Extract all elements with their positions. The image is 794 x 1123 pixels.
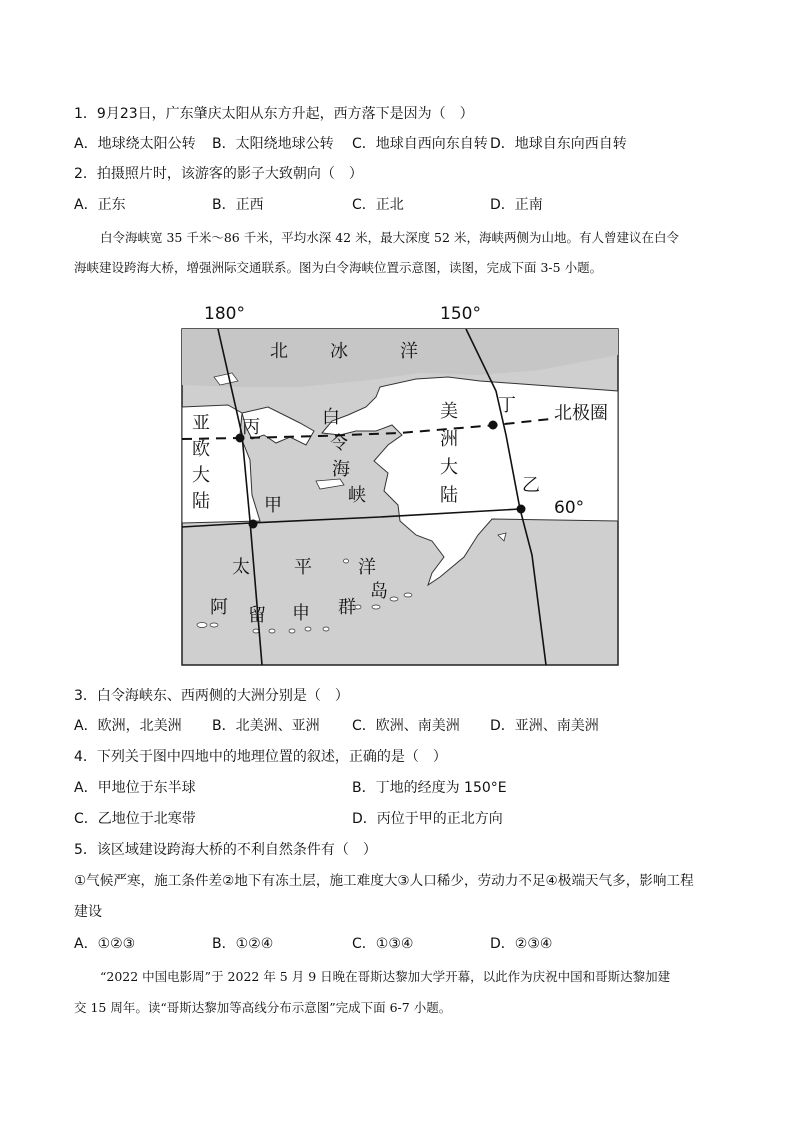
q5-option-b: B．①②④ [212, 936, 274, 952]
label-point-jia: 甲 [264, 495, 282, 516]
q5-option-a: A．①②③ [74, 936, 136, 952]
q4-option-b: B．丁地的经度为 150°E [352, 780, 507, 796]
question-1-stem: 1．9月23日，广东肇庆太阳从东方升起，西方落下是因为（ ） [74, 106, 474, 122]
q2-option-a: A．正东 [74, 197, 126, 213]
label-point-bing: 丙 [242, 417, 260, 438]
label-liu: 留 [248, 605, 266, 626]
label-ice: 冰 [330, 341, 348, 362]
label-hai: 海 [332, 459, 350, 480]
question-4-stem: 4．下列关于图中四地中的地理位置的叙述，正确的是（ ） [74, 749, 447, 765]
q5-option-c: C．①③④ [352, 936, 414, 952]
label-a: 阿 [210, 597, 228, 618]
q1-option-c: C．地球自西向东自转 [352, 136, 488, 152]
point-jia-dot [249, 520, 258, 529]
q4-option-a: A．甲地位于东半球 [74, 780, 196, 796]
label-arctic-circle: 北极圈 [554, 403, 608, 424]
point-yi-dot [517, 505, 526, 514]
label-bai: 白 [322, 407, 340, 428]
passage-1-line-1: 白令海峡宽 35 千米～86 千米，平均水深 42 米，最大深度 52 米，海峡两侧为山地。有人曾建议在白令 [100, 230, 679, 245]
label-ou: 欧 [192, 439, 210, 460]
label-dao: 岛 [370, 581, 388, 602]
label-da: 大 [440, 457, 458, 478]
q2-option-b: B．正西 [212, 197, 264, 213]
q5-conditions-line-1: ①气候严寒，施工条件差②地下有冻土层，施工难度大③人口稀少，劳动力不足④极端天气多，影响工程 [74, 873, 694, 889]
label-yang: 洋 [358, 557, 376, 578]
label-asia-lu: 陆 [192, 491, 210, 512]
q3-option-b: B．北美洲、亚洲 [212, 718, 320, 734]
question-3-stem: 3．白令海峡东、西两侧的大洲分别是（ ） [74, 688, 349, 704]
label-asia-da: 大 [192, 465, 210, 486]
label-zhou: 洲 [440, 429, 458, 450]
label-north: 北 [270, 341, 288, 362]
q1-option-d: D．地球自东向西自转 [490, 136, 627, 152]
label-mei: 美 [440, 401, 458, 422]
q2-option-d: D．正南 [490, 197, 543, 213]
label-tai: 太 [232, 557, 250, 578]
label-ya: 亚 [192, 413, 210, 434]
q1-option-a: A．地球绕太阳公转 [74, 136, 196, 152]
bering-strait-map [180, 295, 620, 667]
label-180: 180° [204, 304, 245, 324]
passage-2-line-1: “2022 中国电影周”于 2022 年 5 月 9 日晚在哥斯达黎加大学开幕，以此作为庆祝中国和哥斯达黎加建 [100, 969, 671, 984]
q3-option-c: C．欧洲、南美洲 [352, 718, 460, 734]
q2-option-c: C．正北 [352, 197, 404, 213]
q3-option-d: D．亚洲、南美洲 [490, 718, 599, 734]
label-point-yi: 乙 [522, 475, 540, 496]
question-5-stem: 5．该区域建设跨海大桥的不利自然条件有（ ） [74, 842, 377, 858]
label-xia: 峡 [348, 485, 366, 506]
q1-option-b: B．太阳绕地球公转 [212, 136, 334, 152]
q3-option-a: A．欧洲，北美洲 [74, 718, 182, 734]
q5-conditions-line-2: 建设 [74, 904, 102, 920]
question-2-stem: 2．拍摄照片时，该游客的影子大致朝向（ ） [74, 166, 363, 182]
point-ding-dot [489, 421, 498, 430]
label-ocean: 洋 [400, 341, 418, 362]
passage-2-line-2: 交 15 周年。读“哥斯达黎加等高线分布示意图”完成下面 6-7 小题。 [74, 1000, 452, 1015]
label-ping: 平 [294, 557, 312, 578]
label-60: 60° [554, 498, 585, 518]
q4-option-d: D．丙位于甲的正北方向 [352, 811, 503, 827]
label-ling: 令 [330, 433, 348, 454]
passage-1-line-2: 海峡建设跨海大桥，增强洲际交通联系。图为白令海峡位置示意图，读图，完成下面 3-5 小题。 [74, 260, 603, 275]
label-150: 150° [440, 304, 481, 324]
q4-option-c: C．乙地位于北寒带 [74, 811, 196, 827]
label-shen: 申 [292, 603, 310, 624]
label-qun: 群 [338, 597, 356, 618]
q5-option-d: D．②③④ [490, 936, 553, 952]
label-lu: 陆 [440, 485, 458, 506]
label-point-ding: 丁 [498, 395, 516, 416]
